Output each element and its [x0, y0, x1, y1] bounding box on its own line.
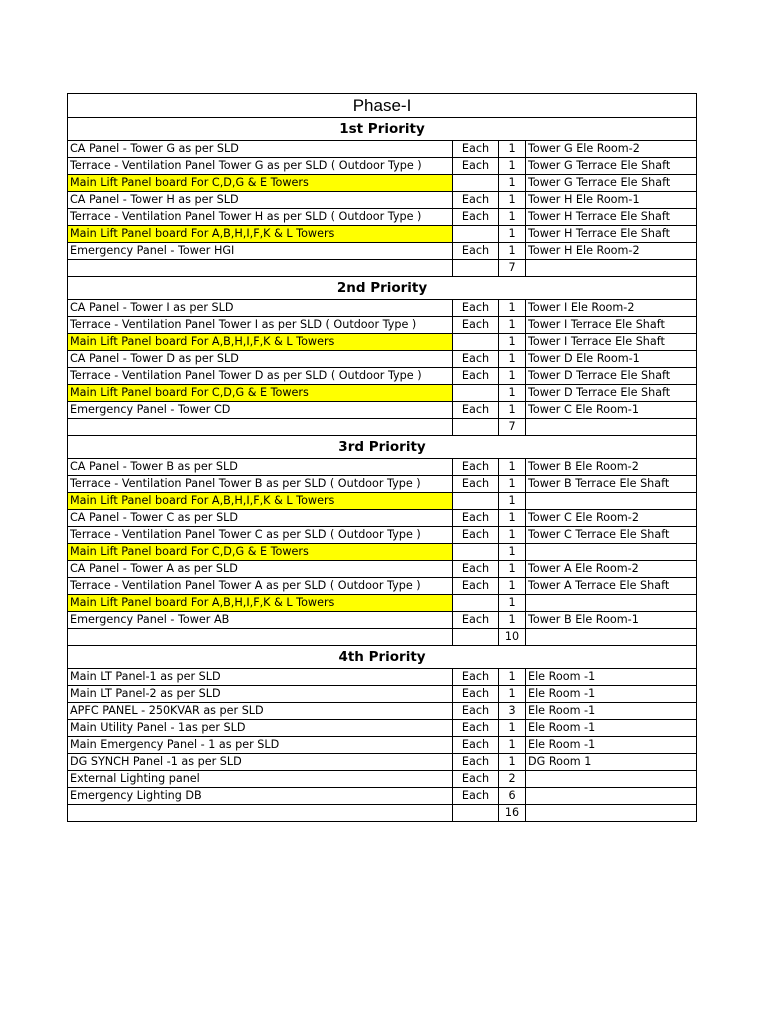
item-description: Terrace - Ventilation Panel Tower H as per SLD ( Outdoor Type )	[68, 209, 453, 226]
table-row	[68, 612, 697, 629]
table-row	[68, 141, 697, 158]
item-quantity: 2	[499, 771, 526, 788]
priority-heading-row	[68, 118, 697, 141]
item-unit: Each	[453, 402, 499, 419]
item-quantity: 1	[499, 351, 526, 368]
item-description: CA Panel - Tower C as per SLD	[68, 510, 453, 527]
item-unit: Each	[453, 317, 499, 334]
item-location	[526, 595, 697, 612]
item-location	[526, 771, 697, 788]
item-unit: Each	[453, 476, 499, 493]
table-row	[68, 754, 697, 771]
item-unit: Each	[453, 300, 499, 317]
item-unit: Each	[453, 209, 499, 226]
table-row	[68, 493, 697, 510]
total-spacer	[526, 629, 697, 646]
phase-table	[67, 93, 697, 822]
item-location: Tower I Terrace Ele Shaft	[526, 317, 697, 334]
item-unit: Each	[453, 669, 499, 686]
item-location: Tower H Terrace Ele Shaft	[526, 226, 697, 243]
table-row	[68, 300, 697, 317]
item-location: Tower H Terrace Ele Shaft	[526, 209, 697, 226]
priority-heading: 4th Priority	[68, 646, 697, 669]
item-location: Ele Room -1	[526, 720, 697, 737]
priority-heading-row	[68, 277, 697, 300]
total-spacer	[68, 419, 453, 436]
item-description: Main LT Panel-1 as per SLD	[68, 669, 453, 686]
item-description: CA Panel - Tower D as per SLD	[68, 351, 453, 368]
item-description: External Lighting panel	[68, 771, 453, 788]
item-unit	[453, 334, 499, 351]
item-quantity: 1	[499, 544, 526, 561]
item-description: CA Panel - Tower A as per SLD	[68, 561, 453, 578]
table-row	[68, 578, 697, 595]
item-description: Main Emergency Panel - 1 as per SLD	[68, 737, 453, 754]
item-quantity: 1	[499, 669, 526, 686]
item-quantity: 1	[499, 385, 526, 402]
item-unit: Each	[453, 368, 499, 385]
item-description: APFC PANEL - 250KVAR as per SLD	[68, 703, 453, 720]
total-row	[68, 260, 697, 277]
item-quantity: 1	[499, 578, 526, 595]
item-unit: Each	[453, 510, 499, 527]
item-location: Tower G Terrace Ele Shaft	[526, 175, 697, 192]
item-location: Tower I Terrace Ele Shaft	[526, 334, 697, 351]
item-unit	[453, 226, 499, 243]
table-row	[68, 737, 697, 754]
item-location	[526, 788, 697, 805]
item-quantity: 1	[499, 527, 526, 544]
table-row	[68, 720, 697, 737]
table-row	[68, 243, 697, 260]
item-location: DG Room 1	[526, 754, 697, 771]
section-total: 16	[499, 805, 526, 822]
table-row	[68, 544, 697, 561]
priority-heading-row	[68, 436, 697, 459]
item-description: Terrace - Ventilation Panel Tower G as per SLD ( Outdoor Type )	[68, 158, 453, 175]
item-quantity: 1	[499, 317, 526, 334]
priority-heading-row	[68, 646, 697, 669]
item-location: Tower H Ele Room-1	[526, 192, 697, 209]
item-location: Ele Room -1	[526, 703, 697, 720]
item-description: Main Lift Panel board For A,B,H,I,F,K & L Towers	[68, 595, 453, 612]
table-row	[68, 385, 697, 402]
item-unit	[453, 595, 499, 612]
item-description: Emergency Panel - Tower CD	[68, 402, 453, 419]
item-unit: Each	[453, 703, 499, 720]
item-unit: Each	[453, 561, 499, 578]
item-quantity: 1	[499, 595, 526, 612]
total-spacer	[526, 419, 697, 436]
total-row	[68, 629, 697, 646]
item-location: Tower D Ele Room-1	[526, 351, 697, 368]
item-quantity: 1	[499, 368, 526, 385]
item-quantity: 3	[499, 703, 526, 720]
total-spacer	[453, 260, 499, 277]
item-quantity: 6	[499, 788, 526, 805]
item-quantity: 1	[499, 209, 526, 226]
item-unit: Each	[453, 459, 499, 476]
title-row	[68, 94, 697, 118]
priority-heading: 2nd Priority	[68, 277, 697, 300]
priority-heading: 3rd Priority	[68, 436, 697, 459]
section-total: 7	[499, 260, 526, 277]
total-spacer	[453, 419, 499, 436]
table-row	[68, 703, 697, 720]
item-location	[526, 544, 697, 561]
item-unit: Each	[453, 141, 499, 158]
item-unit	[453, 544, 499, 561]
item-unit: Each	[453, 527, 499, 544]
item-description: Main Lift Panel board For C,D,G & E Towers	[68, 385, 453, 402]
item-location: Tower C Ele Room-1	[526, 402, 697, 419]
table-row	[68, 175, 697, 192]
section-total: 7	[499, 419, 526, 436]
item-unit: Each	[453, 771, 499, 788]
item-description: CA Panel - Tower I as per SLD	[68, 300, 453, 317]
phase-title: Phase-I	[68, 94, 697, 118]
total-row	[68, 805, 697, 822]
table-row	[68, 209, 697, 226]
table-row	[68, 158, 697, 175]
priority-heading: 1st Priority	[68, 118, 697, 141]
item-quantity: 1	[499, 612, 526, 629]
item-location: Ele Room -1	[526, 669, 697, 686]
total-spacer	[526, 260, 697, 277]
item-description: Main Lift Panel board For A,B,H,I,F,K & L Towers	[68, 493, 453, 510]
table-row	[68, 771, 697, 788]
item-description: Main Lift Panel board For C,D,G & E Towers	[68, 175, 453, 192]
item-location: Tower B Terrace Ele Shaft	[526, 476, 697, 493]
item-location: Tower D Terrace Ele Shaft	[526, 368, 697, 385]
item-quantity: 1	[499, 175, 526, 192]
item-quantity: 1	[499, 459, 526, 476]
table-row	[68, 226, 697, 243]
table-row	[68, 351, 697, 368]
item-location	[526, 493, 697, 510]
item-description: Main LT Panel-2 as per SLD	[68, 686, 453, 703]
item-location: Tower A Terrace Ele Shaft	[526, 578, 697, 595]
table-row	[68, 334, 697, 351]
table-row	[68, 402, 697, 419]
table-row	[68, 669, 697, 686]
item-description: CA Panel - Tower B as per SLD	[68, 459, 453, 476]
item-description: Emergency Panel - Tower HGI	[68, 243, 453, 260]
item-unit: Each	[453, 788, 499, 805]
table-row	[68, 317, 697, 334]
item-location: Ele Room -1	[526, 737, 697, 754]
item-quantity: 1	[499, 720, 526, 737]
section-total: 10	[499, 629, 526, 646]
total-spacer	[453, 629, 499, 646]
item-location: Tower H Ele Room-2	[526, 243, 697, 260]
table-row	[68, 476, 697, 493]
item-location: Tower G Terrace Ele Shaft	[526, 158, 697, 175]
total-spacer	[68, 629, 453, 646]
item-quantity: 1	[499, 561, 526, 578]
item-unit: Each	[453, 720, 499, 737]
item-location: Tower B Ele Room-1	[526, 612, 697, 629]
table-row	[68, 192, 697, 209]
item-location: Tower C Ele Room-2	[526, 510, 697, 527]
total-spacer	[453, 805, 499, 822]
item-location: Tower G Ele Room-2	[526, 141, 697, 158]
item-quantity: 1	[499, 192, 526, 209]
item-unit	[453, 385, 499, 402]
total-spacer	[68, 260, 453, 277]
item-quantity: 1	[499, 158, 526, 175]
item-unit: Each	[453, 351, 499, 368]
item-description: Main Lift Panel board For A,B,H,I,F,K & L Towers	[68, 226, 453, 243]
table-row	[68, 527, 697, 544]
item-location: Tower I Ele Room-2	[526, 300, 697, 317]
item-location: Tower B Ele Room-2	[526, 459, 697, 476]
table-row	[68, 686, 697, 703]
item-description: Emergency Lighting DB	[68, 788, 453, 805]
item-quantity: 1	[499, 737, 526, 754]
item-description: Main Utility Panel - 1as per SLD	[68, 720, 453, 737]
item-description: Terrace - Ventilation Panel Tower C as per SLD ( Outdoor Type )	[68, 527, 453, 544]
item-quantity: 1	[499, 754, 526, 771]
item-unit: Each	[453, 192, 499, 209]
item-description: CA Panel - Tower H as per SLD	[68, 192, 453, 209]
item-quantity: 1	[499, 243, 526, 260]
item-quantity: 1	[499, 493, 526, 510]
table-row	[68, 459, 697, 476]
item-quantity: 1	[499, 141, 526, 158]
item-location: Tower D Terrace Ele Shaft	[526, 385, 697, 402]
item-location: Ele Room -1	[526, 686, 697, 703]
item-quantity: 1	[499, 476, 526, 493]
item-description: Terrace - Ventilation Panel Tower A as per SLD ( Outdoor Type )	[68, 578, 453, 595]
item-description: Terrace - Ventilation Panel Tower D as per SLD ( Outdoor Type )	[68, 368, 453, 385]
item-unit: Each	[453, 686, 499, 703]
table-row	[68, 788, 697, 805]
item-unit: Each	[453, 158, 499, 175]
item-description: Main Lift Panel board For A,B,H,I,F,K & L Towers	[68, 334, 453, 351]
item-description: Terrace - Ventilation Panel Tower B as per SLD ( Outdoor Type )	[68, 476, 453, 493]
table-row	[68, 510, 697, 527]
item-quantity: 1	[499, 334, 526, 351]
item-description: DG SYNCH Panel -1 as per SLD	[68, 754, 453, 771]
item-description: CA Panel - Tower G as per SLD	[68, 141, 453, 158]
item-location: Tower A Ele Room-2	[526, 561, 697, 578]
item-unit: Each	[453, 243, 499, 260]
table-row	[68, 561, 697, 578]
total-row	[68, 419, 697, 436]
item-unit	[453, 175, 499, 192]
item-quantity: 1	[499, 510, 526, 527]
table-row	[68, 368, 697, 385]
item-quantity: 1	[499, 686, 526, 703]
item-quantity: 1	[499, 226, 526, 243]
total-spacer	[526, 805, 697, 822]
item-description: Main Lift Panel board For C,D,G & E Towers	[68, 544, 453, 561]
item-quantity: 1	[499, 300, 526, 317]
item-unit: Each	[453, 737, 499, 754]
item-quantity: 1	[499, 402, 526, 419]
table-row	[68, 595, 697, 612]
item-unit	[453, 493, 499, 510]
item-unit: Each	[453, 754, 499, 771]
item-unit: Each	[453, 612, 499, 629]
item-location: Tower C Terrace Ele Shaft	[526, 527, 697, 544]
item-unit: Each	[453, 578, 499, 595]
item-description: Terrace - Ventilation Panel Tower I as per SLD ( Outdoor Type )	[68, 317, 453, 334]
total-spacer	[68, 805, 453, 822]
item-description: Emergency Panel - Tower AB	[68, 612, 453, 629]
